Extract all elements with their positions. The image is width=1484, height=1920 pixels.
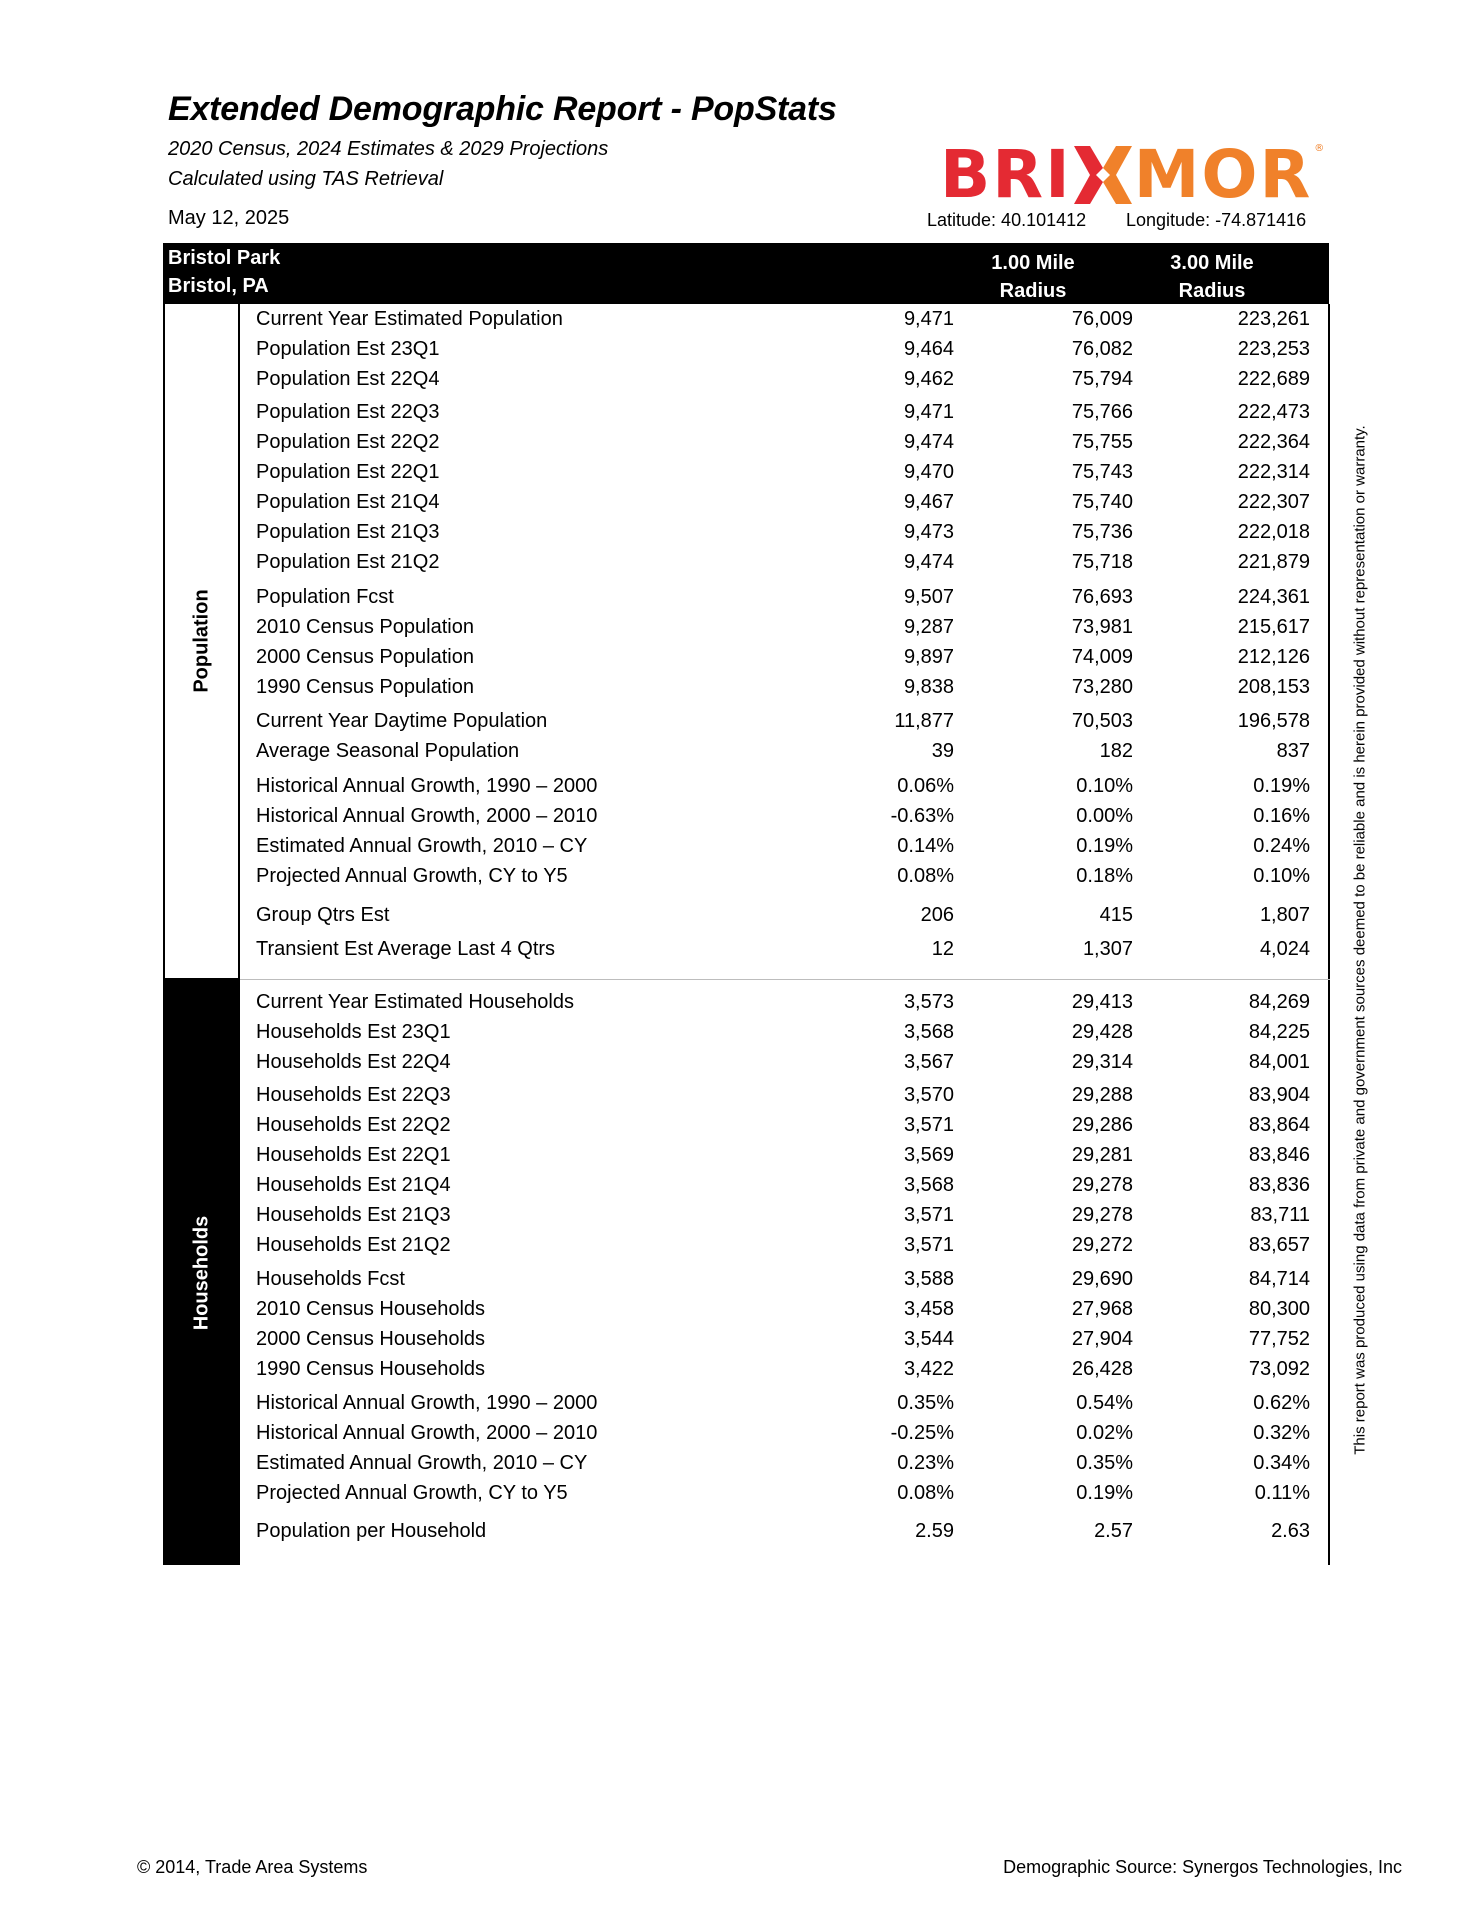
table-row (256, 1419, 1310, 1447)
table-row (256, 1111, 1310, 1139)
value-3-mile: 75,743 (1071, 461, 1133, 483)
table-row (256, 673, 1310, 701)
row-label: Projected Annual Growth, CY to Y5 (256, 1482, 568, 1504)
value-1-mile: 9,464 (903, 338, 954, 360)
row-label: Households Est 22Q4 (256, 1051, 451, 1073)
table-row (256, 1449, 1310, 1477)
table-row (256, 1265, 1310, 1293)
value-1-mile: 3,568 (903, 1174, 954, 1196)
row-label: Transient Est Average Last 4 Qtrs (256, 938, 556, 960)
value-3-mile: 29,690 (1071, 1268, 1133, 1290)
location-city: Bristol, PA (168, 275, 269, 297)
value-5-mile: 0.62% (1253, 1392, 1310, 1414)
row-label: Households Fcst (256, 1268, 405, 1290)
value-5-mile: 84,001 (1248, 1051, 1310, 1073)
value-5-mile: 222,689 (1237, 368, 1310, 390)
row-label: Historical Annual Growth, 2000 – 2010 (256, 1422, 598, 1444)
value-3-mile: 70,503 (1071, 710, 1133, 732)
value-3-mile: 27,968 (1071, 1298, 1133, 1320)
column-header-line1: 1.00 Mile (991, 252, 1075, 274)
value-5-mile: 222,364 (1237, 431, 1310, 453)
column-header-5-mile (1320, 249, 1460, 305)
report-title: Extended Demographic Report - PopStats (168, 90, 837, 128)
value-5-mile: 83,846 (1248, 1144, 1310, 1166)
table-row (256, 832, 1310, 860)
value-1-mile: 9,474 (903, 431, 954, 453)
value-3-mile: 75,755 (1071, 431, 1133, 453)
value-1-mile: 2.59 (915, 1520, 954, 1542)
row-label: Households Est 22Q2 (256, 1114, 451, 1136)
value-5-mile: 84,225 (1248, 1021, 1310, 1043)
value-5-mile: 0.16% (1253, 805, 1310, 827)
value-3-mile: 75,718 (1071, 551, 1133, 573)
households-section-label (163, 980, 240, 1565)
value-1-mile: 9,474 (903, 551, 954, 573)
table-row (256, 458, 1310, 486)
row-label: Population Est 22Q1 (256, 461, 440, 483)
value-1-mile: 9,473 (903, 521, 954, 543)
value-5-mile: 215,617 (1237, 616, 1310, 638)
column-header-line1: 3.00 Mile (1170, 252, 1254, 274)
row-label: 1990 Census Population (256, 676, 474, 698)
value-3-mile: 0.19% (1076, 1482, 1133, 1504)
table-row (256, 737, 1310, 765)
value-1-mile: 9,287 (903, 616, 954, 638)
table-row (256, 1325, 1310, 1353)
row-label: Historical Annual Growth, 1990 – 2000 (256, 775, 598, 797)
value-5-mile: 222,307 (1237, 491, 1310, 513)
row-label: Projected Annual Growth, CY to Y5 (256, 865, 568, 887)
value-5-mile: 837 (1276, 740, 1310, 762)
value-3-mile: 75,736 (1071, 521, 1133, 543)
latitude-readout: Latitude: 40.101412 (927, 210, 1087, 230)
column-header-line2: Radius (1178, 280, 1246, 302)
table-row (256, 305, 1310, 333)
value-1-mile: 3,571 (903, 1204, 954, 1226)
value-1-mile: 3,569 (903, 1144, 954, 1166)
row-label: Estimated Annual Growth, 2010 – CY (256, 835, 588, 857)
row-label: 2010 Census Population (256, 616, 474, 638)
households-label-text: Households (190, 1215, 212, 1330)
table-row (256, 613, 1310, 641)
value-1-mile: 9,471 (903, 308, 954, 330)
row-label: 2010 Census Households (256, 1298, 486, 1320)
value-1-mile: 3,458 (903, 1298, 954, 1320)
value-1-mile: 0.08% (897, 1482, 954, 1504)
report-subtitle-method: Calculated using TAS Retrieval (168, 168, 444, 190)
value-1-mile: 3,544 (903, 1328, 954, 1350)
value-5-mile: 1,807 (1259, 904, 1310, 926)
value-1-mile: 0.08% (897, 865, 954, 887)
value-5-mile: 83,711 (1250, 1204, 1310, 1226)
value-3-mile: 0.35% (1076, 1452, 1133, 1474)
value-3-mile: 74,009 (1071, 646, 1133, 668)
value-5-mile: 84,269 (1248, 991, 1310, 1013)
table-header (163, 243, 1432, 304)
value-1-mile: 9,462 (903, 368, 954, 390)
value-1-mile: 3,588 (903, 1268, 954, 1290)
row-label: 1990 Census Households (256, 1358, 486, 1380)
row-label: Population Est 21Q3 (256, 521, 440, 543)
value-1-mile: 3,571 (903, 1234, 954, 1256)
logo-x-icon (1074, 146, 1132, 204)
value-1-mile: 9,897 (903, 646, 954, 668)
row-label: Population Est 22Q3 (256, 401, 440, 423)
value-5-mile: 4,024 (1259, 938, 1310, 960)
value-5-mile: 73,092 (1248, 1358, 1310, 1380)
population-section-label (163, 304, 240, 980)
table-row (256, 802, 1310, 830)
row-label: Households Est 23Q1 (256, 1021, 451, 1043)
value-3-mile: 27,904 (1071, 1328, 1133, 1350)
table-row (256, 1355, 1310, 1383)
row-label: Population Est 22Q2 (256, 431, 440, 453)
row-label: Population per Household (256, 1520, 487, 1542)
table-row (256, 862, 1310, 890)
table-row (256, 428, 1310, 456)
value-1-mile: -0.63% (890, 805, 954, 827)
value-3-mile: 415 (1099, 904, 1133, 926)
population-label-text: Population (190, 589, 212, 693)
value-5-mile: 0.10% (1253, 865, 1310, 887)
row-label: Population Est 21Q4 (256, 491, 440, 513)
value-5-mile: 2.63 (1271, 1520, 1310, 1542)
value-5-mile: 212,126 (1237, 646, 1310, 668)
location-name: Bristol Park (168, 247, 281, 269)
value-5-mile: 0.19% (1253, 775, 1310, 797)
report-subtitle-census: 2020 Census, 2024 Estimates & 2029 Projections (168, 138, 609, 160)
value-3-mile: 29,413 (1071, 991, 1133, 1013)
value-3-mile: 29,314 (1071, 1051, 1133, 1073)
value-3-mile: 0.02% (1076, 1422, 1133, 1444)
row-label: Population Fcst (256, 586, 394, 608)
value-5-mile: 222,473 (1237, 401, 1310, 423)
value-5-mile: 0.24% (1253, 835, 1310, 857)
registered-mark: ® (1314, 143, 1327, 154)
disclaimer-text: This report was produced using data from private and government sources deemed to be reliable and is herein provided without representation or warranty. (1351, 425, 1369, 1455)
value-5-mile: 0.11% (1254, 1482, 1310, 1504)
table-row (256, 988, 1310, 1016)
table-row (256, 772, 1310, 800)
row-label: Households Est 22Q3 (256, 1084, 451, 1106)
row-label: Population Est 22Q4 (256, 368, 440, 390)
row-label: Estimated Annual Growth, 2010 – CY (256, 1452, 588, 1474)
value-1-mile: 9,470 (903, 461, 954, 483)
value-3-mile: 1,307 (1082, 938, 1133, 960)
value-3-mile: 182 (1099, 740, 1133, 762)
row-label: Historical Annual Growth, 2000 – 2010 (256, 805, 598, 827)
value-3-mile: 0.19% (1076, 835, 1133, 857)
row-label: Households Est 21Q4 (256, 1174, 451, 1196)
value-3-mile: 75,766 (1071, 401, 1133, 423)
row-label: 2000 Census Population (256, 646, 474, 668)
brixmor-logo (940, 136, 1327, 213)
row-label: Current Year Estimated Households (256, 991, 574, 1013)
table-right-border (1328, 304, 1330, 1565)
row-label: Households Est 22Q1 (256, 1144, 451, 1166)
footer-copyright: © 2014, Trade Area Systems (137, 1857, 368, 1877)
value-1-mile: 9,507 (903, 586, 954, 608)
column-header-1-mile (963, 249, 1103, 305)
table-row (256, 1389, 1310, 1417)
table-row (256, 398, 1310, 426)
value-5-mile: 83,836 (1248, 1174, 1310, 1196)
value-1-mile: 206 (920, 904, 954, 926)
logo-text-left: BRI (940, 136, 1072, 213)
table-row (256, 901, 1310, 929)
value-3-mile: 76,082 (1071, 338, 1133, 360)
value-5-mile: 223,261 (1237, 308, 1310, 330)
value-5-mile: 223,253 (1237, 338, 1310, 360)
row-label: Households Est 21Q3 (256, 1204, 451, 1226)
table-row (256, 935, 1310, 963)
value-3-mile: 29,281 (1071, 1144, 1133, 1166)
value-1-mile: 3,571 (903, 1114, 954, 1136)
table-row (256, 1231, 1310, 1259)
table-row (256, 1171, 1310, 1199)
value-1-mile: 9,838 (903, 676, 954, 698)
value-1-mile: 11,877 (894, 710, 954, 732)
row-label: Current Year Daytime Population (256, 710, 548, 732)
table-row (256, 1517, 1310, 1545)
value-3-mile: 26,428 (1071, 1358, 1133, 1380)
table-row (256, 707, 1310, 735)
value-3-mile: 29,272 (1071, 1234, 1133, 1256)
value-5-mile: 83,657 (1248, 1234, 1310, 1256)
table-row (256, 1081, 1310, 1109)
table-row (256, 1141, 1310, 1169)
row-label: Group Qtrs Est (256, 904, 390, 926)
value-1-mile: 12 (931, 938, 954, 960)
value-5-mile: 222,018 (1237, 521, 1310, 543)
row-label: 2000 Census Households (256, 1328, 486, 1350)
value-3-mile: 75,740 (1071, 491, 1133, 513)
column-header-line2: Radius (1356, 280, 1424, 302)
value-1-mile: -0.25% (890, 1422, 954, 1444)
value-3-mile: 29,278 (1071, 1174, 1133, 1196)
table-row (256, 548, 1310, 576)
footer-source: Demographic Source: Synergos Technologies, Inc (1003, 1857, 1402, 1877)
value-1-mile: 3,573 (903, 991, 954, 1013)
value-5-mile: 221,879 (1237, 551, 1310, 573)
value-5-mile: 80,300 (1248, 1298, 1310, 1320)
value-1-mile: 0.06% (897, 775, 954, 797)
row-label: Population Est 23Q1 (256, 338, 440, 360)
value-3-mile: 0.10% (1076, 775, 1133, 797)
value-3-mile: 76,693 (1071, 586, 1133, 608)
value-5-mile: 0.32% (1253, 1422, 1310, 1444)
longitude-readout: Longitude: -74.871416 (1126, 210, 1307, 230)
table-row (256, 335, 1310, 363)
value-1-mile: 0.14% (897, 835, 954, 857)
value-1-mile: 3,422 (903, 1358, 954, 1380)
table-row (256, 1201, 1310, 1229)
table-row (256, 488, 1310, 516)
value-5-mile: 196,578 (1237, 710, 1310, 732)
table-row (256, 1479, 1310, 1507)
value-5-mile: 77,752 (1248, 1328, 1310, 1350)
table-row (256, 1018, 1310, 1046)
row-label: Historical Annual Growth, 1990 – 2000 (256, 1392, 598, 1414)
value-3-mile: 29,278 (1071, 1204, 1133, 1226)
value-5-mile: 208,153 (1237, 676, 1310, 698)
value-1-mile: 9,471 (903, 401, 954, 423)
value-5-mile: 222,314 (1237, 461, 1310, 483)
table-row (256, 1048, 1310, 1076)
value-5-mile: 83,864 (1248, 1114, 1310, 1136)
value-3-mile: 0.00% (1076, 805, 1133, 827)
value-3-mile: 29,428 (1071, 1021, 1133, 1043)
value-5-mile: 0.34% (1253, 1452, 1310, 1474)
value-3-mile: 29,286 (1071, 1114, 1133, 1136)
table-row (256, 583, 1310, 611)
column-header-3-mile (1142, 249, 1282, 305)
column-header-line2: Radius (999, 280, 1067, 302)
report-date: May 12, 2025 (168, 207, 290, 229)
value-1-mile: 3,567 (903, 1051, 954, 1073)
value-3-mile: 0.54% (1076, 1392, 1133, 1414)
value-3-mile: 76,009 (1071, 308, 1133, 330)
column-header-line1: 5.00 Mile (1348, 252, 1432, 274)
value-1-mile: 0.23% (897, 1452, 954, 1474)
row-label: Average Seasonal Population (256, 740, 520, 762)
value-3-mile: 75,794 (1071, 368, 1133, 390)
section-divider (240, 979, 1330, 980)
value-1-mile: 3,568 (903, 1021, 954, 1043)
value-5-mile: 84,714 (1248, 1268, 1310, 1290)
value-1-mile: 39 (931, 740, 954, 762)
row-label: Households Est 21Q2 (256, 1234, 451, 1256)
value-3-mile: 0.18% (1076, 865, 1133, 887)
value-3-mile: 73,981 (1071, 616, 1133, 638)
value-1-mile: 0.35% (897, 1392, 954, 1414)
table-row (256, 365, 1310, 393)
value-3-mile: 29,288 (1071, 1084, 1133, 1106)
table-row (256, 643, 1310, 671)
value-1-mile: 3,570 (903, 1084, 954, 1106)
table-row (256, 518, 1310, 546)
logo-text-right: MOR (1133, 136, 1313, 213)
row-label: Current Year Estimated Population (256, 308, 563, 330)
table-row (256, 1295, 1310, 1323)
value-5-mile: 83,904 (1248, 1084, 1310, 1106)
value-3-mile: 2.57 (1094, 1520, 1133, 1542)
row-label: Population Est 21Q2 (256, 551, 440, 573)
value-3-mile: 73,280 (1071, 676, 1133, 698)
value-5-mile: 224,361 (1237, 586, 1310, 608)
value-1-mile: 9,467 (903, 491, 954, 513)
